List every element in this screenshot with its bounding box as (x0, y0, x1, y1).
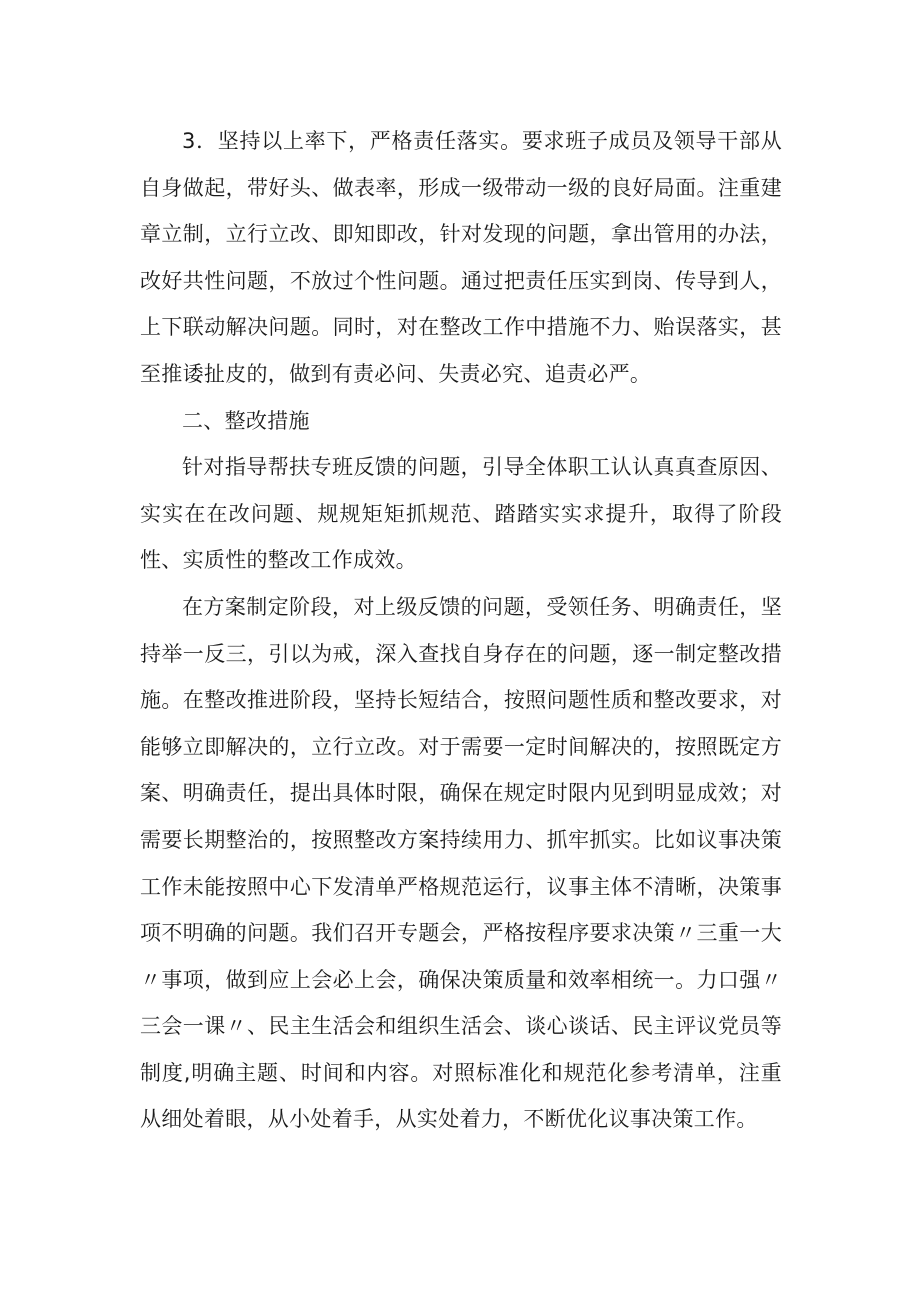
paragraph-implementation-stages: 在方案制定阶段，对上级反馈的问题，受领任务、明确责任，坚持举一反三，引以为戒，深入查找自身存在的问题，逐一制定整改措施。在整改推进阶段，坚持长短结合，按照问题性质和整改要求，对能够立即解决的，立行立改。对于需要一定时间解决的，按照既定方案、明确责任，提出具体时限，确保在规定时限内见到明显成效；对需要长期整治的，按照整改方案持续用力、抓牢抓实。比如议事决策工作未能按照中心下发清单严格规范运行，议事主体不清晰，决策事项不明确的问题。我们召开专题会，严格按程序要求决策〃三重一大〃事项，做到应上会必上会，确保决策质量和效率相统一。力口强〃三会一课〃、民主生活会和组织生活会、谈心谈话、民主评议党员等制度,明确主题、时间和内容。对照标准化和规范化参考清单，注重从细处着眼，从小处着手，从实处着力，不断优化议事决策工作。 (140, 594, 782, 1132)
section-heading-rectification-measures: 二、整改措施 (182, 408, 310, 433)
document-body (140, 118, 782, 1143)
paragraph-feedback-summary: 针对指导帮扶专班反馈的问题，引导全体职工认认真真查原因、实实在在改问题、规规矩矩抓规范、踏踏实实求提升，取得了阶段性、实质性的整改工作成效。 (140, 455, 782, 573)
paragraph-responsibility: 3．坚持以上率下，严格责任落实。要求班子成员及领导干部从自身做起，带好头、做表率，形成一级带动一级的良好局面。注重建章立制，立行立改、即知即改，针对发现的问题，拿出管用的办法，改好共性问题，不放过个性问题。通过把责任压实到岗、传导到人，上下联动解决问题。同时，对在整改工作中措施不力、贻误落实，甚至推诿扯皮的，做到有责必问、失责必究、追责必严。 (140, 129, 782, 386)
